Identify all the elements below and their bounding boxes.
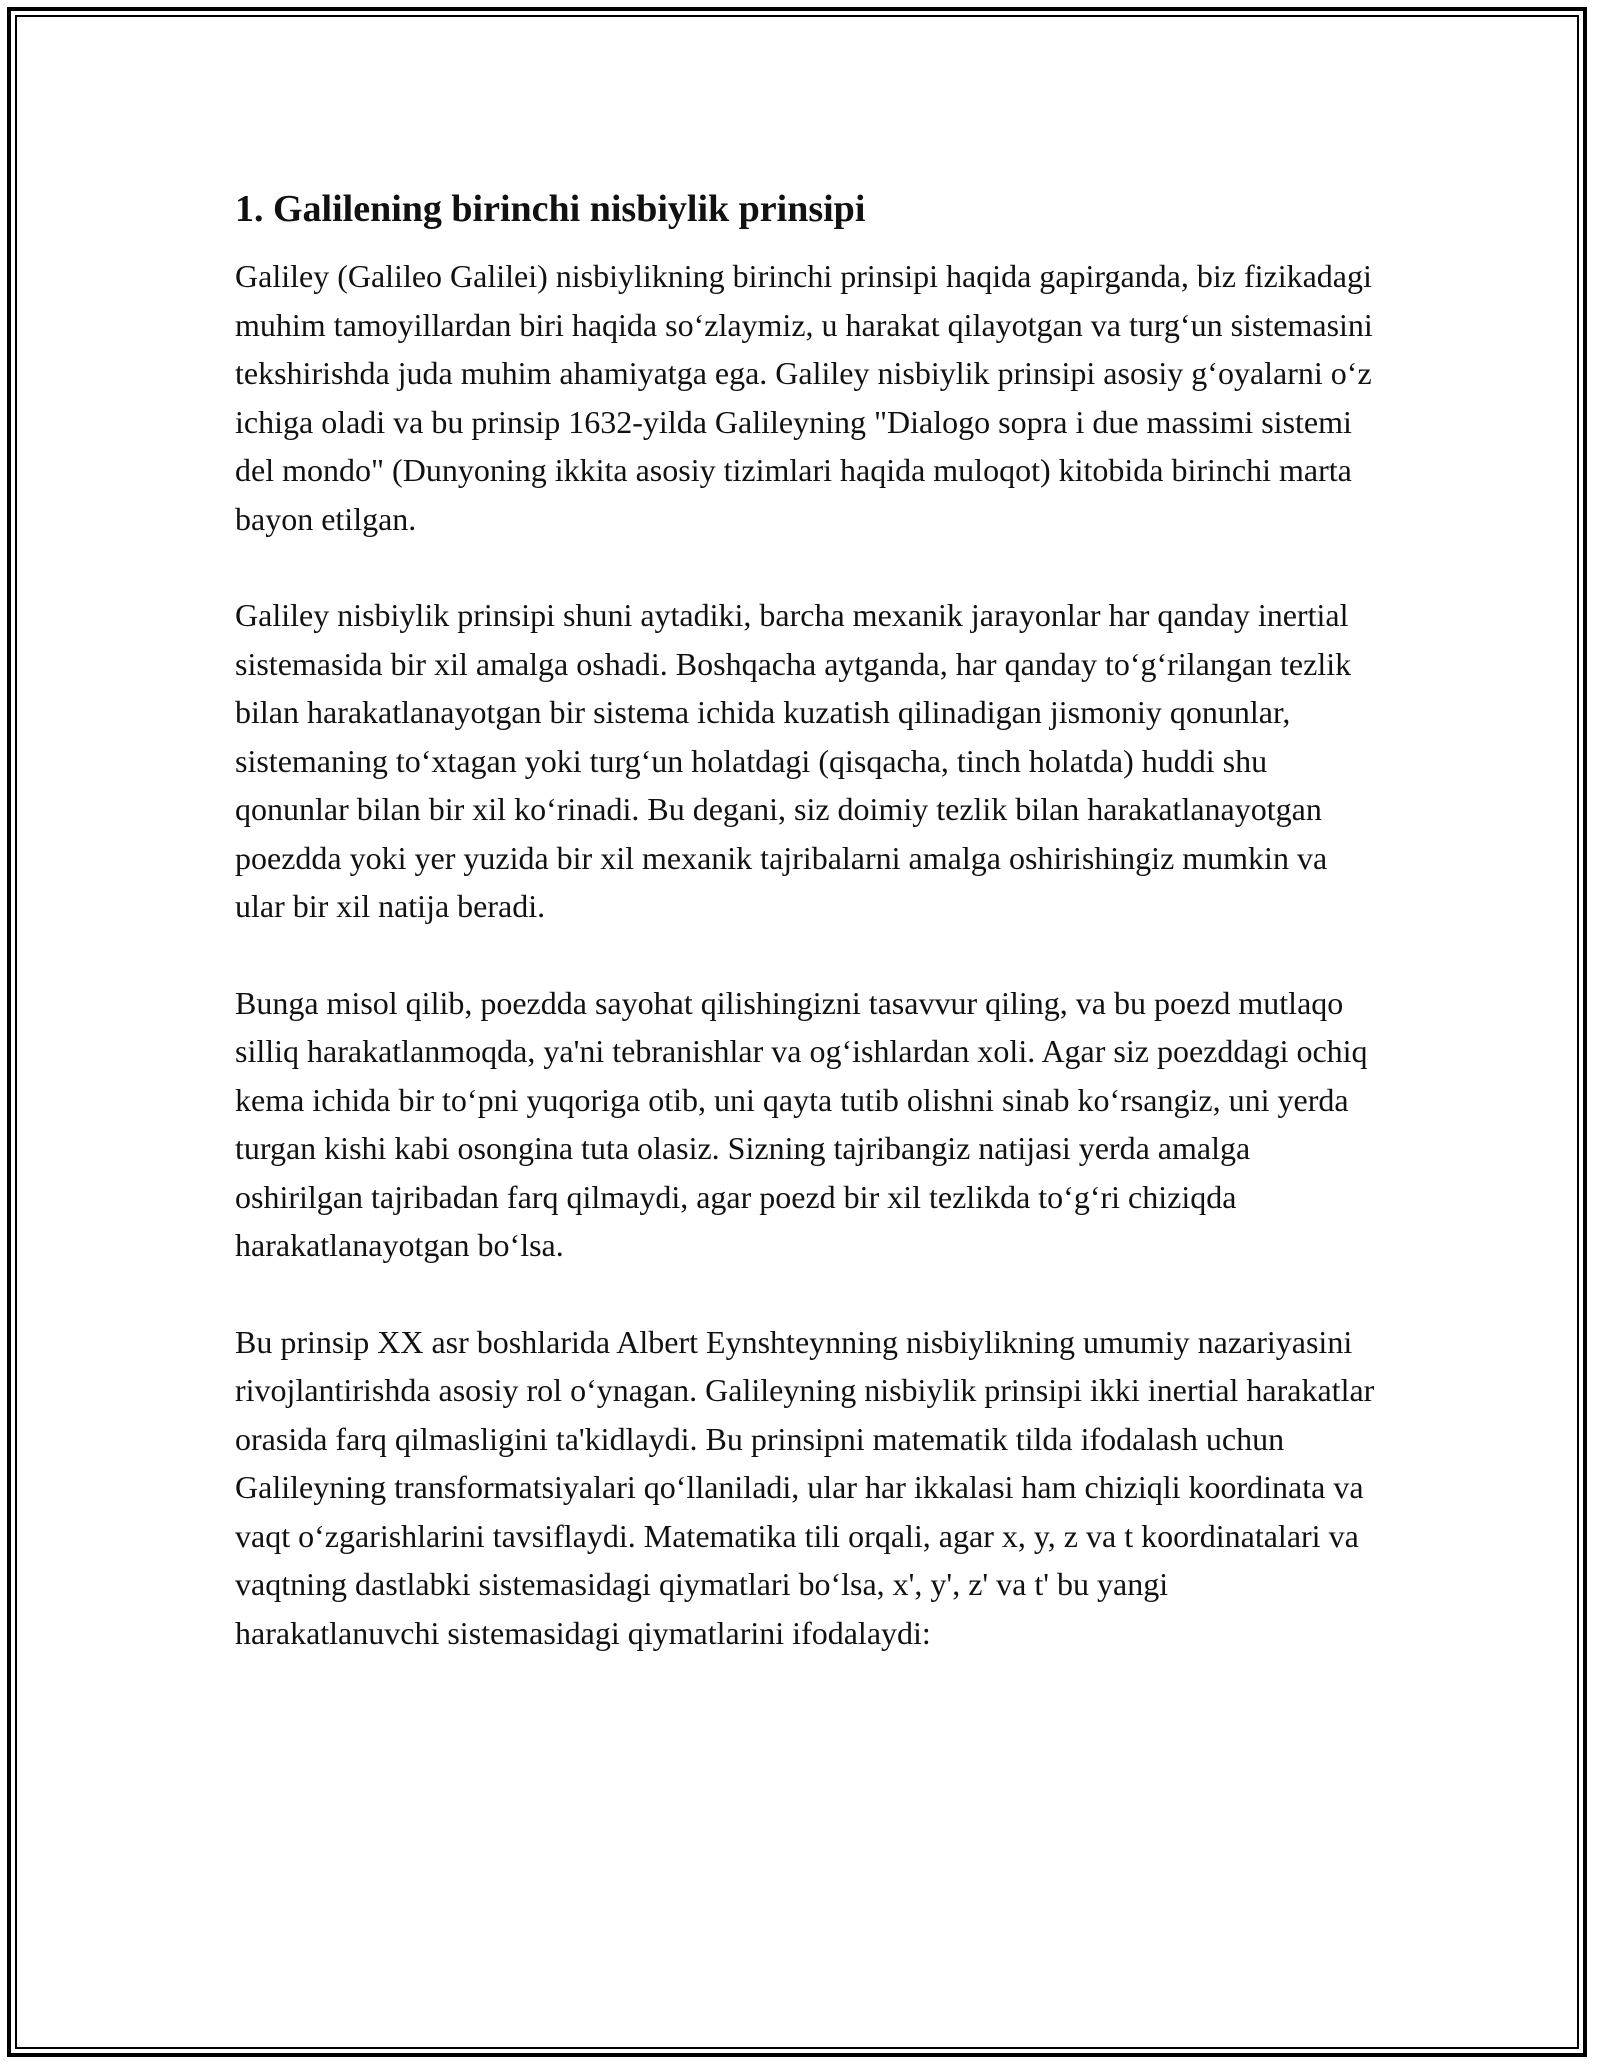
paragraph-3: Bunga misol qilib, poezdda sayohat qilishingizni tasavvur qiling, va bu poezd mutlaqo silliq harakatlanmoqda, ya'ni tebranishlar va og‘ishlardan xoli. Agar siz poezddagi ochiq kema ichida bir to‘pni yuqoriga otib, uni qayta tutib olishni sinab ko‘rsangiz, uni yerda turgan kishi kabi osongina tuta olasiz. Sizning tajribangiz natijasi yerda amalga oshirilgan tajribadan farq qilmaydi, agar poezd bir xil tezlikda to‘g‘ri chiziqda harakatlanayotgan bo‘lsa. (235, 984, 1368, 1264)
paragraph-2: Galiley nisbiylik prinsipi shuni aytadiki, barcha mexanik jarayonlar har qanday inertial sistemasida bir xil amalga oshadi. Boshqacha aytganda, har qanday to‘g‘rilangan tezlik bilan harakatlanayotgan bir sistema ichida kuzatish qilinadigan jismoniy qonunlar, sistemaning to‘xtagan yoki turg‘un holatdagi (qisqacha, tinch holatda) huddi shu qonunlar bilan bir xil ko‘rinadi. Bu degani, siz doimiy tezlik bilan harakatlanayotgan poezdda yoki yer yuzida bir xil mexanik tajribalarni amalga oshirishingiz mumkin va ular bir xil natija beradi. (235, 597, 1352, 925)
section-heading: 1. Galilening birinchi nisbiylik prinsipi (235, 188, 866, 230)
paragraph-4: Bu prinsip XX asr boshlarida Albert Eynshteynning nisbiylikning umumiy nazariyasini rivojlantirishda asosiy rol o‘ynagan. Galileyning nisbiylik prinsipi ikki inertial harakatlar orasida farq qilmasligini ta'kidlaydi. Bu prinsipni matematik tilda ifodalash uchun Galileyning transformatsiyalari qo‘llaniladi, ular har ikkalasi ham chiziqli koordinata va vaqt o‘zgarishlarini tavsiflaydi. Matematika tili orqali, agar x, y, z va t koordinatalari va vaqtning dastlabki sistemasidagi qiymatlari bo‘lsa, x', y', z' va t' bu yangi harakatlanuvchi sistemasidagi qiymatlarini ifodalaydi: (235, 1323, 1375, 1651)
paragraph-1: Galiley (Galileo Galilei) nisbiylikning birinchi prinsipi haqida gapirganda, biz fizikadagi muhim tamoyillardan biri haqida so‘zlaymiz, u harakat qilayotgan va turg‘un sistemasini tekshirishda juda muhim ahamiyatga ega. Galiley nisbiylik prinsipi asosiy g‘oyalarni o‘z ichiga oladi va bu prinsip 1632-yilda Galileyning "Dialogo sopra i due massimi sistemi del mondo" (Dunyoning ikkita asosiy tizimlari haqida muloqot) kitobida birinchi marta bayon etilgan. (235, 258, 1373, 537)
document-body (235, 185, 1375, 1705)
